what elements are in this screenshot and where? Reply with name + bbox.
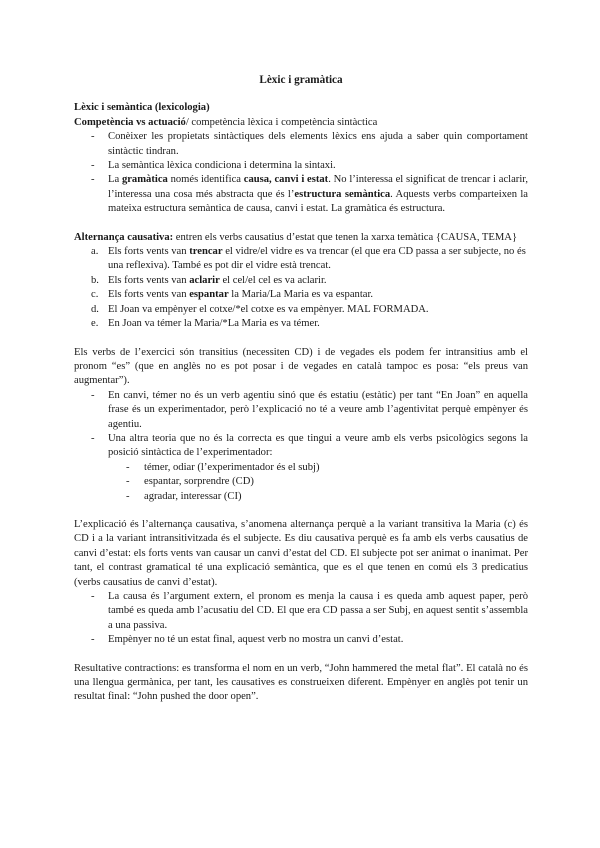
bullet-item: - La causa és l’argument extern, el pronom es menja la causa i es queda amb aquest paper, però també es queda amb l’acusatiu del CD. El que era CD passa a ser Subj, en aquest sentit s’assembla a una passiva. [74,590,528,633]
verbs-bullet-list [74,389,528,461]
lexicon-bullet-list [74,130,528,216]
bullet-item: - Conèixer les propietats sintàctiques dels elements lèxics ens ajuda a saber quin comportament sintàctic tindran. [74,130,528,159]
resultative-paragraph: Resultative contractions: es transforma el nom en un verb, “John hammered the metal flat”. El català no és una llengua germànica, per tant, les causatives es construeixen diferent. Empènyer en anglès pot tenir un resultat final: “John pushed the door open”. [74,662,528,703]
section-subheading [74,116,528,130]
verb-trencar: trencar [189,246,223,258]
list-marker: b. [91,274,99,286]
document-body [74,73,528,705]
psych-verbs-sublist [74,461,528,504]
verb-espantar: espantar [189,289,229,301]
example-item: c. Els forts vents van espantar la Maria/La Maria es va espantar. [74,288,528,302]
term-gramatica: gramàtica [121,174,168,186]
subheading-bold: Competència vs actuació [74,116,186,128]
example-item: d. El Joan va empènyer el cotxe/*el cotxe es va empènyer. MAL FORMADA. [74,303,528,317]
alternanca-paragraph: Alternança causativa: entren els verbs causatius d’estat que tenen la xarxa temàtica {CAUSA, TEMA} [74,231,518,243]
bullet-item: - La semàntica lèxica condiciona i determina la sintaxi. [74,159,528,173]
list-marker: c. [91,289,99,301]
section-heading: Lèxic i semàntica (lexicologia) [74,102,210,114]
term-estructura-semantica: estructura semàntica [294,188,391,200]
bullet-item: - La gramàtica només identifica causa, canvi i estat. No l’interessa el significat de trencar i aclarir, l’interessa una cosa més abstracta que és l’estructura semàntica. Aquests verbs comparteixen la mateixa estructura semàntica de causa, canvi i estat. La gramàtica és estructura. [74,173,528,216]
verbs-paragraph: Els verbs de l’exercici són transitius (necessiten CD) i de vegades els podem fer intransitius amb el pronom “es” (que en anglès no es pot posar i de vegades en català tampoc es posa: “els preus van augmentar”). [74,346,528,387]
list-marker: d. [91,303,99,315]
subheading-rest: / competència lèxica i competència sintàctica [185,116,378,128]
page-title: Lèxic i gramàtica [259,74,343,86]
example-item: b. Els forts vents van aclarir el cel/el cel es va aclarir. [74,274,528,288]
bullet-item: - Empènyer no té un estat final, aquest verb no mostra un canvi d’estat. [74,633,528,647]
explicacio-bullet-list [74,590,528,648]
sub-item: - agradar, interessar (CI) [74,490,528,504]
sub-item: - espantar, sorprendre (CD) [74,475,528,489]
bullet-item: - En canvi, témer no és un verb agentiu sinó que és estatiu (estàtic) per tant “En Joan” en aquella frase és un experimentador, però l’explicació no té a veure amb l’agentivitat perquè empènyer és agentiu. [74,389,528,432]
verb-aclarir: aclarir [189,274,220,286]
example-item: e. En Joan va témer la Maria/*La Maria es va témer. [74,317,528,331]
example-list [74,245,528,331]
sub-item: - témer, odiar (l’experimentador és el subj) [74,461,528,475]
list-marker: a. [91,246,99,258]
explicacio-paragraph: L’explicació és l’alternança causativa, s’anomena alternança perquè a la variant transitiva la Maria (c) és CD i a la variant intransitivitzada és el subjecte. Es diu causativa perquè es fa amb els verbs causatius de canvi d’estat: els forts vents van causar un canvi d’estat del CD. El subjecte pot ser animat o inanimat. Per tant, el contrast gramatical té una explicació semàntica, que es el que tenen en comú els 3 predicatius (verbs causatius de canvi d’estat). [74,518,528,588]
bullet-item: - Una altra teoria que no és la correcta es que tingui a veure amb els verbs psicològics segons la posició sintàctica de l’experimentador: [74,432,528,461]
example-item: a. Els forts vents van trencar el vidre/el vidre es va trencar (el que era CD passa a ser subjecte, no és una reflexiva). També es pot dir el vidre està trencat. [91,246,526,272]
term-causa-canvi-estat: causa, canvi i estat [243,174,329,186]
list-marker: e. [91,318,99,330]
alternanca-label: Alternança causativa: [74,231,174,243]
